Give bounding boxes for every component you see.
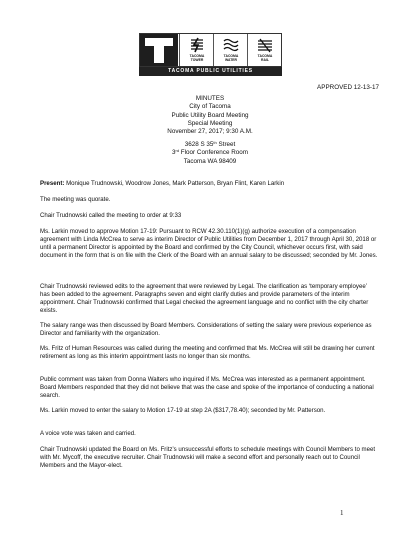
paragraph-text: Chair Trudnowski called the meeting to order at 9:33 [40,212,182,219]
paragraph-text: A voice vote was taken and carried. [40,430,136,437]
paragraph [40,322,378,338]
water-label-1: TACOMA [223,54,239,58]
rail-track-icon [257,37,273,53]
paragraph-text: Ms. Larkin moved to approve Motion 17-19: Pursuant to RCW 42.30.110(1)(g) authorize execution of a compensation agreement with Linda McCrea to serve as interim Director of Public Utilities from December 1, 2017 through April 30, 2018 or until a permanent Director is appointed by the Board and confirmed by the City Council, whichever occurs first, with said document in the form that is on file with the Clerk of the Board with an annual salary to be discussed; seconded by Mr. Jones. [40,228,378,260]
paragraph [40,407,378,415]
present-label: Present: [40,180,65,187]
paragraph-text: Ms. Fritz of Human Resources was called during the meeting and confirmed that Ms. McCrea will still be drawing her current retirement as long as this interim appointment lasts no longer than six months. [40,345,375,361]
paragraph [40,430,378,438]
minutes-header [0,95,420,136]
tacoma-public-utilities-logo [139,33,282,77]
paragraph-text: Public comment was taken from Donna Walters who inquired if Ms. McCrea was interested as a permanent appointment. Board Members responded that they did not believe that was the case and spoke of the importance of conducting a national search. [40,376,374,400]
paragraph [40,376,378,400]
paragraph [40,196,378,204]
rail-label-1: TACOMA [257,54,273,58]
street-name: Street [216,141,236,148]
street-number: 3628 S 35 [184,141,214,148]
paragraph [40,345,378,361]
street-suffix: th [213,140,217,145]
board-name: Public Utility Board Meeting [171,111,249,119]
paragraph [40,446,378,470]
page-number: 1 [340,509,344,517]
approved-stamp: APPROVED 12-13-17 [317,84,379,91]
rail-label-2: RAIL [261,58,269,62]
org-name: City of Tacoma [189,103,231,111]
minutes-title: MINUTES [195,95,225,102]
paragraph-text: The meeting was quorate. [40,196,111,203]
paragraph-text: The salary range was then discussed by Board Members. Considerations of setting the salary were previous experience as Director and familiarity with the organization. [40,322,372,338]
paragraph-text: Ms. Larkin moved to enter the salary to Motion 17-19 at step 2A ($317,78.40); seconded by Mr. Patterson. [40,407,326,414]
present-names: Monique Trudnowski, Woodrow Jones, Mark Patterson, Bryan Flint, Karen Larkin [64,180,285,187]
address-floor [0,149,420,157]
logo-cell-rail [247,34,281,66]
logo-bar-text: TACOMA PUBLIC UTILITIES [139,67,282,76]
water-label-2: WATER [225,58,237,62]
paragraph [40,283,378,315]
paragraph-text: Chair Trudnowski reviewed edits to the agreement that were reviewed by Legal. The clarification as ‘temporary employee’ has been added to the agreement. Paragraphs seven and eight clarify duties and provide parameters of the interim appointment. Chair Trudnowski confirmed that Legal checked the agreement language and no conflict with the city charter exists. [40,283,369,315]
address-city: Tacoma WA 98409 [183,157,237,165]
paragraph [40,228,378,260]
floor-suffix: rd [175,148,180,154]
tower-label-2: TOWER [190,58,204,62]
logo-band [139,33,282,67]
logo-t-mark [140,34,178,66]
logo-cell-water [213,34,247,66]
tower-bolt-icon [189,37,205,53]
present-line [40,180,378,188]
paragraph [40,212,378,220]
meeting-type: Special Meeting [187,119,233,127]
floor-room: Floor Conference Room [179,149,249,157]
t-letter-icon [144,37,174,64]
meeting-address [0,141,420,166]
logo-cell-tower [179,34,213,66]
floor-number: 3 [171,149,176,157]
paragraph-text: Chair Trudnowski updated the Board on Ms. Fritz’s unsuccessful efforts to schedule meetings with Council Members to meet with Mr. Mycoff, the executive recruiter. Chair Trudnowski will make a second effort and personally reach out to Council Members and the Mayor-elect. [40,446,376,470]
tower-label-1: TACOMA [189,54,205,58]
water-wave-icon [223,37,239,53]
meeting-datetime: November 27, 2017; 9:30 A.M. [167,128,253,136]
